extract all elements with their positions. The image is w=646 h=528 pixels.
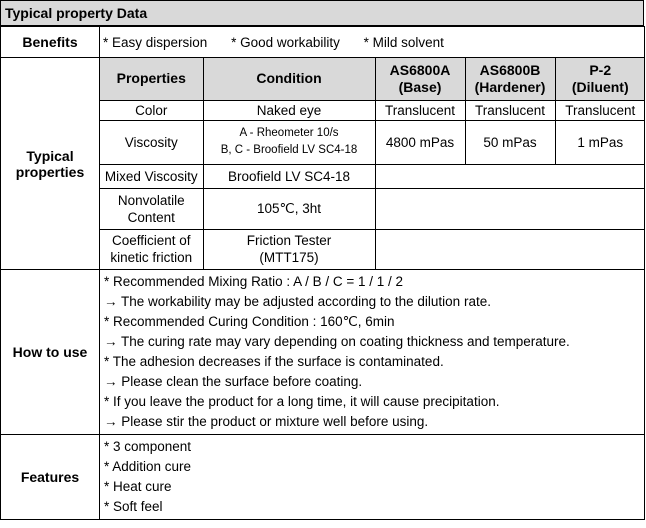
header-as6800a-role: (Base) — [398, 78, 442, 95]
header-as6800b-role: (Hardener) — [474, 78, 546, 95]
header-as6800b-name: AS6800B — [479, 61, 541, 78]
how-to-use-label: How to use — [1, 270, 100, 435]
features-label: Features — [1, 435, 100, 520]
property-name — [100, 229, 203, 269]
property-name: Color — [100, 100, 203, 120]
header-as6800a — [375, 58, 465, 100]
typical-properties-row — [1, 58, 645, 270]
property-name — [100, 188, 203, 229]
instruction-line: * If you leave the product for a long time, it will cause precipitation. — [104, 394, 500, 409]
properties-subtable — [100, 58, 645, 269]
condition-value: 105℃, 3ht — [203, 188, 375, 229]
value-as6800b: Translucent — [465, 100, 555, 120]
header-as6800b — [465, 58, 555, 100]
header-as6800a-name: AS6800A — [389, 61, 451, 78]
table-row-viscosity — [100, 120, 645, 164]
benefits-list — [100, 27, 645, 58]
condition-line: B, C - Broofield LV SC4-18 — [220, 144, 358, 156]
condition-line: Friction Tester — [246, 233, 332, 249]
merged-empty-cell — [375, 164, 645, 188]
table-row-mixed-viscosity — [100, 164, 645, 188]
instruction-line: → Please clean the surface before coating. — [104, 374, 363, 389]
typical-label-line1: Typical — [26, 147, 74, 164]
feature-line: * Soft feel — [104, 499, 163, 514]
value-as6800a: 4800 mPas — [375, 120, 465, 164]
benefit-item: * Good workability — [231, 34, 340, 50]
feature-line: * 3 component — [104, 439, 192, 454]
condition-line: A - Rheometer 10/s — [239, 127, 339, 139]
typical-properties-label — [1, 58, 100, 270]
value-p2: Translucent — [555, 100, 645, 120]
table-row-color — [100, 100, 645, 120]
how-to-use-instructions — [100, 270, 645, 435]
instruction-line: → The curing rate may vary depending on coating thickness and temperature. — [104, 334, 570, 349]
merged-empty-cell — [375, 229, 645, 269]
property-name: Mixed Viscosity — [100, 164, 203, 188]
property-table — [0, 26, 645, 520]
feature-line: * Heat cure — [104, 479, 172, 494]
feature-line: * Addition cure — [104, 459, 192, 474]
condition-value: Broofield LV SC4-18 — [203, 164, 375, 188]
header-properties: Properties — [100, 58, 203, 100]
instruction-line: → Please stir the product or mixture well before using. — [104, 414, 429, 429]
how-to-use-row — [1, 270, 645, 435]
features-list — [100, 435, 645, 520]
condition-line: (MTT175) — [259, 250, 319, 266]
instruction-line: * Recommended Mixing Ratio : A / B / C = 1 / 1 / 2 — [104, 274, 404, 289]
condition-value — [203, 120, 375, 164]
instruction-line: * Recommended Curing Condition : 160℃, 6min — [104, 314, 395, 329]
condition-value — [203, 229, 375, 269]
instruction-line: * The adhesion decreases if the surface is contaminated. — [104, 354, 444, 369]
benefits-row — [1, 27, 645, 58]
properties-header-row — [100, 58, 645, 100]
table-row-friction — [100, 229, 645, 269]
property-line: Nonvolatile — [117, 192, 185, 208]
value-as6800a: Translucent — [375, 100, 465, 120]
sheet-title: Typical property Data — [0, 0, 644, 26]
property-line: Content — [127, 209, 175, 225]
benefit-item: * Easy dispersion — [103, 34, 208, 50]
header-p2 — [555, 58, 645, 100]
property-line: kinetic friction — [110, 250, 193, 266]
table-row-nonvolatile — [100, 188, 645, 229]
benefits-label: Benefits — [1, 27, 100, 58]
typical-label-line2: properties — [15, 163, 85, 180]
header-p2-role: (Diluent) — [571, 78, 629, 95]
property-line: Coefficient of — [111, 233, 191, 249]
features-row — [1, 435, 645, 520]
instruction-line: → The workability may be adjusted according to the dilution rate. — [104, 294, 491, 309]
header-p2-name: P-2 — [589, 61, 612, 78]
property-name: Viscosity — [100, 120, 203, 164]
properties-grid — [100, 58, 645, 270]
condition-value: Naked eye — [203, 100, 375, 120]
benefit-item: * Mild solvent — [363, 34, 444, 50]
header-condition: Condition — [203, 58, 375, 100]
merged-empty-cell — [375, 188, 645, 229]
value-as6800b: 50 mPas — [465, 120, 555, 164]
value-p2: 1 mPas — [555, 120, 645, 164]
